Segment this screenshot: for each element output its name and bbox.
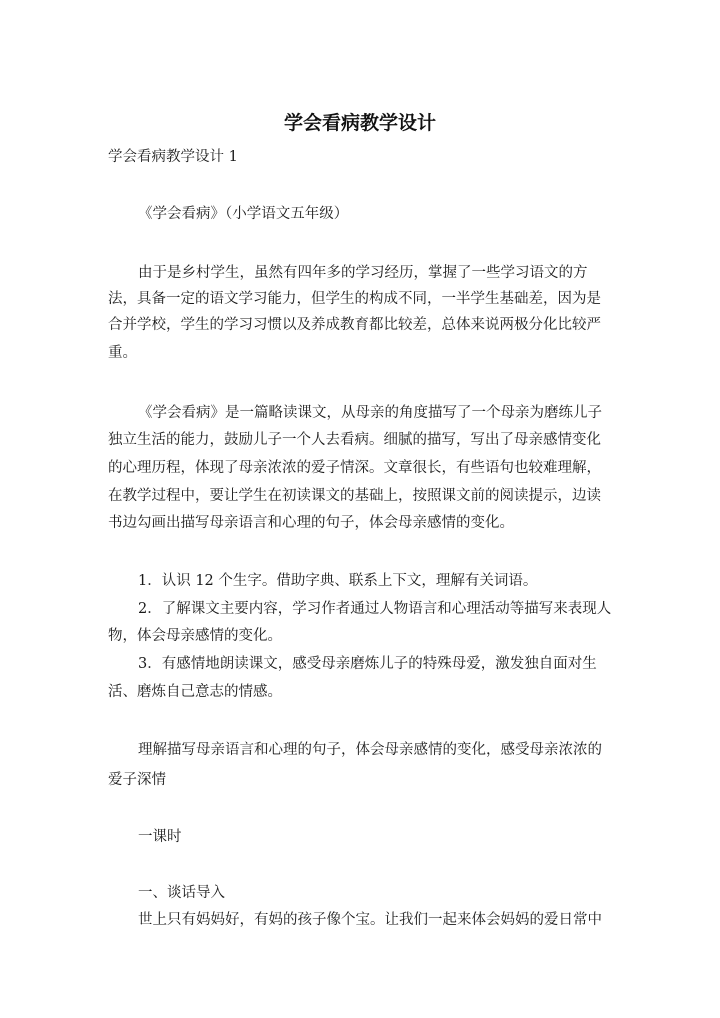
paragraph-line: 独立生活的能力，鼓励儿子一个人去看病。细腻的描写，写出了母亲感情变化 (108, 432, 601, 448)
goal-item-continued: 物，体会母亲感情的变化。 (108, 628, 282, 644)
paragraph-line: 书边勾画出描写母亲语言和心理的句子，体会母亲感情的变化。 (108, 515, 514, 531)
paragraph-line: 合并学校，学生的学习习惯以及养成教育都比较差，总体来说两极分化比较严 (108, 317, 601, 333)
document-title: 学会看病教学设计 (283, 112, 436, 134)
goal-item: 3．有感情地朗读课文，感受母亲磨炼儿子的特殊母爱，激发独自面对生 (138, 656, 597, 672)
paragraph-line: 在教学过程中，要让学生在初读课文的基础上，按照课文前的阅读提示，边读 (108, 488, 601, 504)
paragraph-line: 《学会看病》是一篇略读课文，从母亲的角度描写了一个母亲为磨练儿子 (138, 405, 602, 421)
paragraph-line: 理解描写母亲语言和心理的句子，体会母亲感情的变化，感受母亲浓浓的 (138, 742, 602, 758)
section-heading: 一、谈话导入 (138, 885, 225, 901)
goal-item: 1．认识 12 个生字。借助字典、联系上下文，理解有关词语。 (138, 573, 538, 589)
paragraph-line: 的心理历程，体现了母亲浓浓的爱子情深。文章很长，有些语句也较难理解， (108, 460, 601, 476)
lesson-heading: 《学会看病》（小学语文五年级） (138, 206, 349, 222)
goal-item-continued: 活、磨炼自己意志的情感。 (108, 684, 282, 700)
section-text: 世上只有妈妈好，有妈的孩子像个宝。让我们一起来体会妈妈的爱日常中 (138, 912, 602, 928)
lesson-period: 一课时 (138, 829, 182, 845)
paragraph-line: 法，具备一定的语文学习能力，但学生的构成不同，一半学生基础差，因为是 (108, 291, 601, 307)
paragraph-line: 爱子深情 (108, 772, 166, 788)
subtitle: 学会看病教学设计 1 (108, 149, 238, 165)
goal-item: 2．了解课文主要内容，学习作者通过人物语言和心理活动等描写来表现人 (138, 601, 612, 617)
paragraph-line: 由于是乡村学生，虽然有四年多的学习经历，掌握了一些学习语文的方 (138, 265, 588, 281)
paragraph-line: 重。 (108, 345, 137, 361)
